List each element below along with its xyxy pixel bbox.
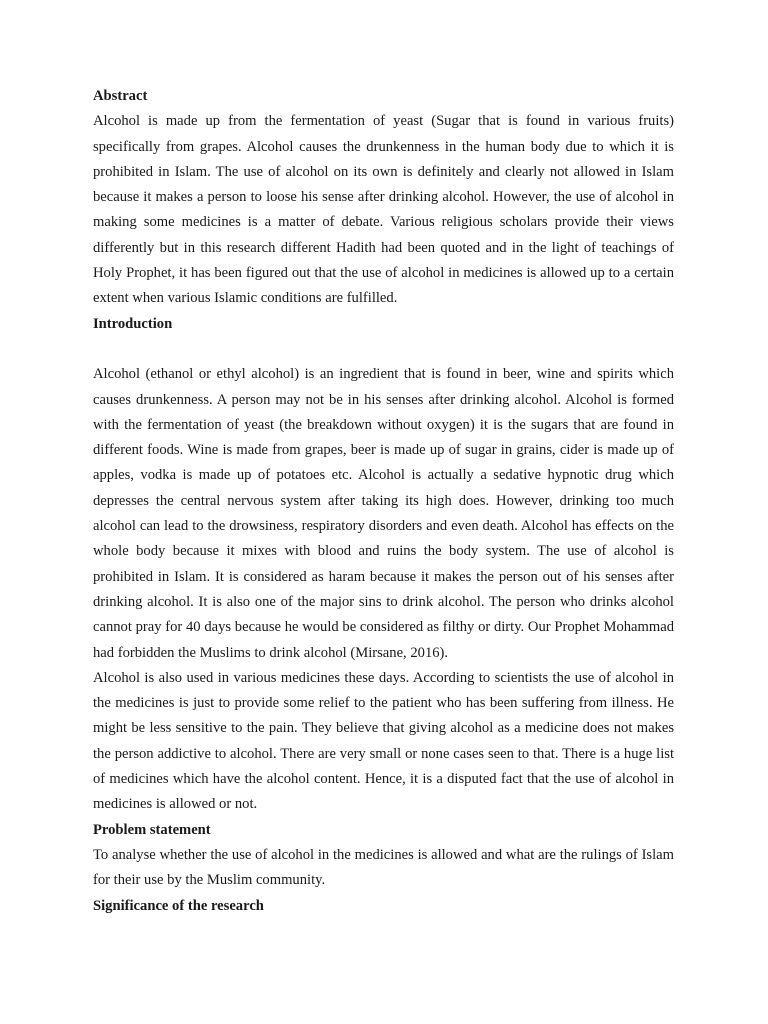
problem-statement-paragraph: To analyse whether the use of alcohol in the medicines is allowed and what are the rulings of Islam for their use by the Muslim community.: [93, 846, 674, 889]
introduction-paragraph-2: Alcohol is also used in various medicines these days. According to scientists the use of alcohol in the medicines is just to provide some relief to the patient who has been suffering from illness. He might be less sensitive to the pain. They believe that giving alcohol as a medicine does not makes the person addictive to alcohol. There are very small or none cases seen to that. There is a huge list of medicines which have the alcohol content. Hence, it is a disputed fact that the use of alcohol in medicines is allowed or not.: [93, 669, 674, 813]
abstract-paragraph: Alcohol is made up from the fermentation of yeast (Sugar that is found in various fruits) specifically from grapes. Alcohol causes the drunkenness in the human body due to which it is prohibited in Islam. The use of alcohol on its own is definitely and clearly not allowed in Islam because it makes a person to loose his sense after drinking alcohol. However, the use of alcohol in making some medicines is a matter of debate. Various religious scholars provide their views differently but in this research different Hadith had been quoted and in the light of teachings of Holy Prophet, it has been figured out that the use of alcohol in medicines is allowed up to a certain extent when various Islamic conditions are fulfilled.: [93, 113, 674, 307]
introduction-heading: Introduction: [93, 315, 173, 332]
abstract-heading: Abstract: [93, 88, 148, 104]
document-body: [93, 84, 674, 919]
introduction-paragraph-1: Alcohol (ethanol or ethyl alcohol) is an ingredient that is found in beer, wine and spirits which causes drunkenness. A person may not be in his senses after drinking alcohol. Alcohol is formed with the fermentation of yeast (the breakdown without oxygen) it is the sugars that are found in different foods. Wine is made from grapes, beer is made up of sugar in grains, cider is made up of apples, vodka is made up of potatoes etc. Alcohol is actually a sedative hypnotic drug which depresses the central nervous system after taking its high does. However, drinking too much alcohol can lead to the drowsiness, respiratory disorders and even death. Alcohol has effects on the whole body because it mixes with blood and ruins the body system. The use of alcohol is prohibited in Islam. It is considered as haram because it makes the person out of his senses after drinking alcohol. It is also one of the major sins to drink alcohol. The person who drinks alcohol cannot pray for 40 days because he would be considered as filthy or dirty. Our Prophet Mohammad had forbidden the Muslims to drink alcohol (Mirsane, 2016).: [93, 366, 674, 661]
significance-heading: Significance of the research: [93, 897, 264, 914]
blank-line: [93, 337, 674, 362]
problem-statement-heading: Problem statement: [93, 821, 211, 838]
